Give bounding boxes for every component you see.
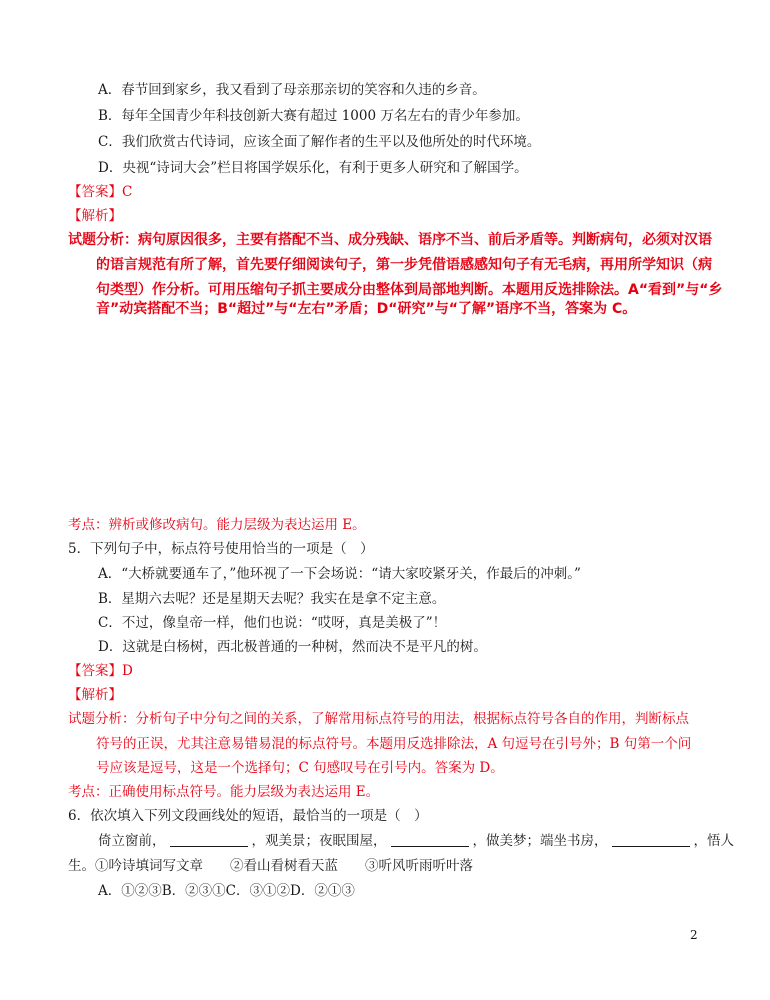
q6-passage-part-1: 倚立窗前， xyxy=(98,833,166,849)
q4-option-d: D．央视“诗词大会”栏目将国学娱乐化，有利于更多人研究和了解国学。 xyxy=(98,160,528,176)
q5-option-c: C．不过，像皇帝一样，他们也说：“哎呀，真是美极了”！ xyxy=(98,615,447,631)
q5-kaodian: 考点：正确使用标点符号。能力层级为表达运用 E。 xyxy=(68,784,380,800)
q6-passage-line-1 xyxy=(98,831,734,851)
q4-analysis-label: 【解析】 xyxy=(68,208,122,224)
q4-analysis-line-4: 音”动宾搭配不当；B“超过”与“左右”矛盾；D“研究”与“了解”语序不当，答案为 C。 xyxy=(96,301,637,317)
q6-question: 6．依次填入下列文段画线处的短语，最恰当的一项是（ ） xyxy=(68,808,428,824)
q5-analysis-line-1: 试题分析：分析句子中分句之间的关系，了解常用标点符号的用法，根据标点符号各自的作用，判断标点 xyxy=(68,711,689,727)
q5-question: 5．下列句子中，标点符号使用恰当的一项是（ ） xyxy=(68,541,374,557)
q6-options: A．①②③B．②③①C．③①②D．②①③ xyxy=(98,883,355,899)
page-number: 2 xyxy=(690,928,698,942)
q5-option-d: D．这就是白杨树，西北极普通的一种树，然而决不是平凡的树。 xyxy=(98,639,487,655)
q4-kaodian: 考点：辨析或修改病句。能力层级为表达运用 E。 xyxy=(68,517,366,533)
q6-passage-line-2: 生。①吟诗填词写文章 ②看山看树看天蓝 ③听风听雨听叶落 xyxy=(68,858,473,874)
q4-analysis-line-3: 句类型）作分析。可用压缩句子抓主要成分由整体到局部地判断。本题用反选排除法。A“看到”与“乡 xyxy=(96,282,723,298)
q5-answer: 【答案】D xyxy=(68,663,133,679)
q4-option-c: C．我们欣赏古代诗词，应该全面了解作者的生平以及他所处的时代环境。 xyxy=(98,134,541,150)
q5-analysis-label: 【解析】 xyxy=(68,687,122,703)
q5-analysis-line-3: 号应该是逗号，这是一个选择句；C 句感叹号在引号内。答案为 D。 xyxy=(96,760,504,776)
q6-blank-1 xyxy=(170,832,248,847)
q6-blank-3 xyxy=(612,832,690,847)
q4-option-b: B．每年全国青少年科技创新大赛有超过 1000 万名左右的青少年参加。 xyxy=(98,108,529,124)
q6-passage-part-4: ，悟人 xyxy=(693,833,734,849)
q4-analysis-line-2: 的语言规范有所了解，首先要仔细阅读句子，第一步凭借语感感知句子有无毛病，再用所学知识（病 xyxy=(96,257,712,273)
q6-passage-part-2: ，观美景；夜眠围屋， xyxy=(251,833,387,849)
q6-passage-part-3: ，做美梦；端坐书房， xyxy=(472,833,608,849)
q6-blank-2 xyxy=(391,832,469,847)
q4-option-a: A．春节回到家乡，我又看到了母亲那亲切的笑容和久违的乡音。 xyxy=(98,82,486,98)
q5-option-a: A．“大桥就要通车了，”他环视了一下会场说：“请大家咬紧牙关，作最后的冲刺。” xyxy=(98,566,581,582)
q5-analysis-line-2: 符号的正误，尤其注意易错易混的标点符号。本题用反选排除法，A 句逗号在引号外；B 句第一个问 xyxy=(96,736,692,752)
q4-answer: 【答案】C xyxy=(68,184,133,200)
q4-analysis-line-1: 试题分析：病句原因很多，主要有搭配不当、成分残缺、语序不当、前后矛盾等。判断病句，必须对汉语 xyxy=(68,232,712,248)
q5-option-b: B．星期六去呢？还是星期天去呢？我实在是拿不定主意。 xyxy=(98,591,446,607)
